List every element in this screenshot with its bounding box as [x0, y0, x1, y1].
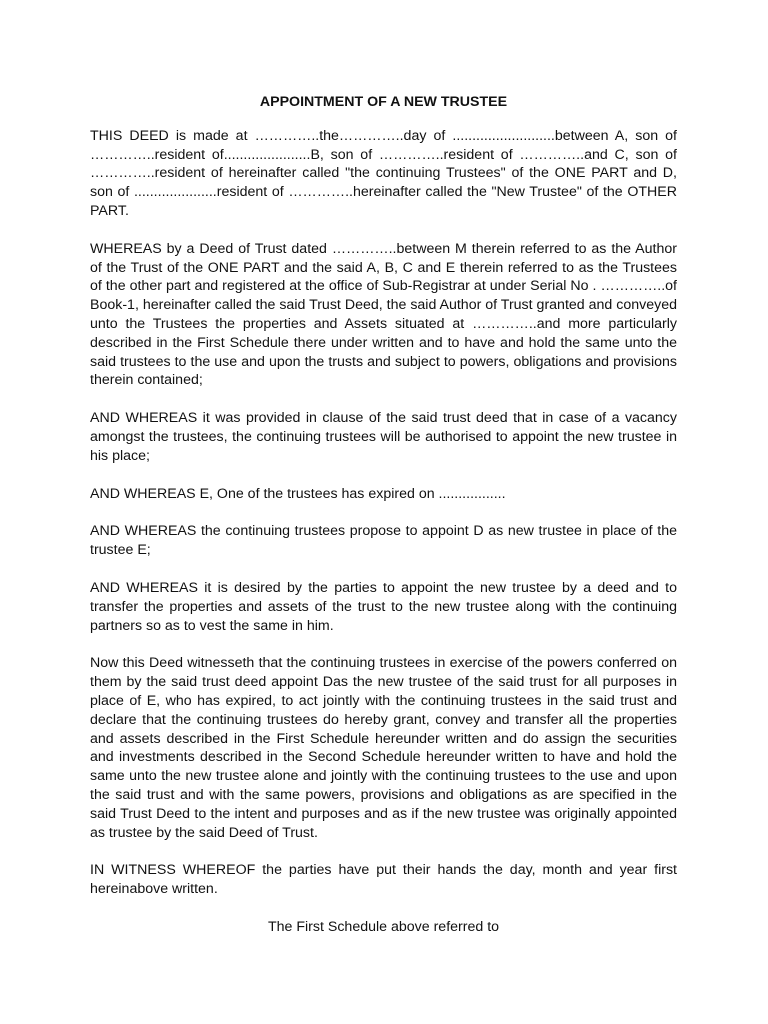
- paragraph-witnesseth: Now this Deed witnesseth that the continuing trustees in exercise of the powers conferred on them by the said trust deed appoint Das the new trustee of the said trust for all purposes in place of E, who has expired, to act jointly with the continuing trustees in the said trust and declare that the continuing trustees do hereby grant, convey and transfer all the properties and assets described in the First Schedule hereunder written and do assign the securities and investments described in the Second Schedule hereunder written to have and hold the same unto the new trustee alone and jointly with the continuing trustees to the use and upon the said trust and with the same powers, provisions and obligations as are specified in the said Trust Deed to the intent and purposes and as if the new trustee was originally appointed as trustee by the said Deed of Trust.: [90, 655, 677, 841]
- paragraph-whereas-transfer: AND WHEREAS it is desired by the parties to appoint the new trustee by a deed and to transfer the properties and assets of the trust to the new trustee along with the continuing partners so as to vest the same in him.: [90, 579, 677, 634]
- paragraph-in-witness: IN WITNESS WHEREOF the parties have put their hands the day, month and year first hereinabove written.: [90, 862, 677, 898]
- paragraph-whereas-propose-appoint: AND WHEREAS the continuing trustees propose to appoint D as new trustee in place of the trustee E;: [90, 523, 677, 559]
- document-title: APPOINTMENT OF A NEW TRUSTEE: [259, 94, 508, 110]
- paragraph-whereas-deed-of-trust: WHEREAS by a Deed of Trust dated …………..between M therein referred to as the Author of the Trust of the ONE PART and the said A, B, C and E therein referred to as the Trustees of the other part and registered at the office of Sub-Registrar at under Serial No . …………..of Book-1, hereinafter called the said Trust Deed, the said Author of Trust granted and conveyed unto the Trustees the properties and Assets situated at …………..and more particularly described in the First Schedule there under written and to have and hold the same unto the said trustees to the use and upon the trusts and subject to powers, obligations and provisions therein contained;: [90, 240, 677, 389]
- paragraph-parties: THIS DEED is made at …………..the…………..day of ..........................between A, son of …………..resident of......................B, son of …………..resident of …………..and C, son of …………..resident of hereinafter called "the continuing Trustees" of the ONE PART and D, son of .....................resident of …………..hereinafter called the "New Trustee" of the OTHER PART.: [90, 127, 677, 219]
- first-schedule-heading: The First Schedule above referred to: [267, 918, 500, 935]
- paragraph-whereas-vacancy-clause: AND WHEREAS it was provided in clause of the said trust deed that in case of a vacancy amongst the trustees, the continuing trustees will be authorised to appoint the new trustee in his place;: [90, 410, 677, 464]
- paragraph-whereas-trustee-expired: AND WHEREAS E, One of the trustees has expired on .................: [90, 485, 506, 502]
- document-body: [90, 93, 677, 937]
